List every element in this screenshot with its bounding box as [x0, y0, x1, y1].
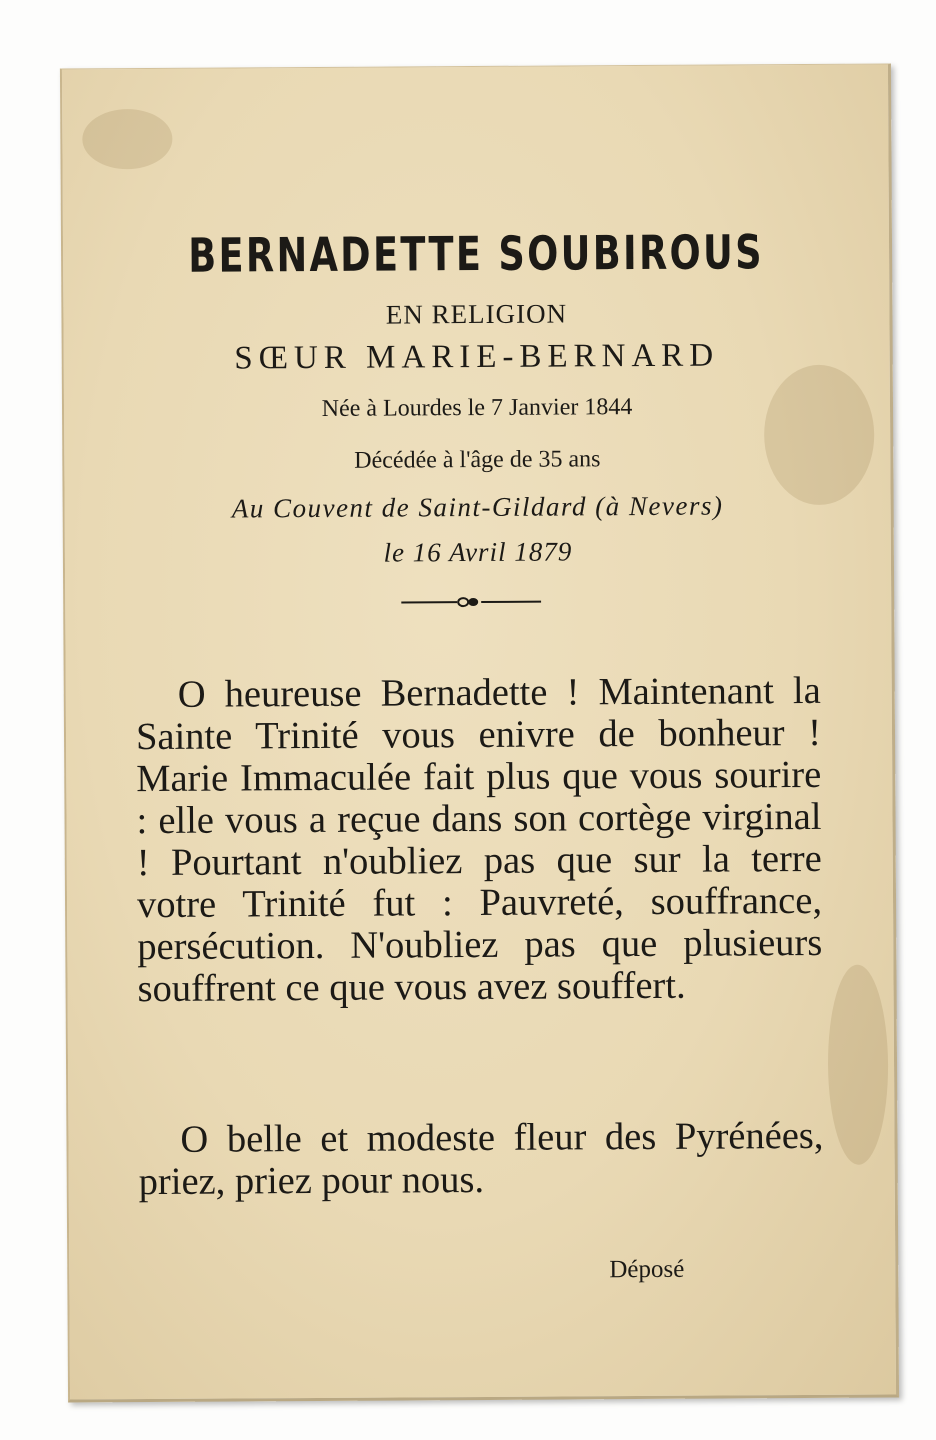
prayer-text: O belle et modeste fleur des Pyrénées, priez, priez pour nous.: [138, 1114, 824, 1204]
stain: [764, 365, 875, 506]
prayer-text: O heureuse Bernadette ! Maintenant la Sainte Trinité vous enivre de bonheur ! Marie Immaculée fait plus que vous sourire : elle vous a reçue dans son cortège virginal ! Pourtant n'oubliez pas que sur la terre votre Trinité fut : Pauvreté, souffrance, persécution. N'oubliez pas que plusieurs souffrent ce que vous avez souffert.: [135, 669, 823, 1011]
death-age-line: Décédée à l'âge de 35 ans: [354, 446, 601, 474]
deposit-mark: Déposé: [609, 1255, 685, 1284]
convent-line: Au Couvent de Saint-Gildard (à Nevers): [231, 490, 724, 524]
religious-name: SŒUR MARIE-BERNARD: [234, 337, 720, 377]
death-date-line: le 16 Avril 1879: [383, 536, 573, 568]
prayer-paragraph: [136, 670, 823, 1010]
prayer-card: [60, 63, 899, 1402]
religion-line: EN RELIGION: [385, 298, 568, 330]
birth-line: Née à Lourdes le 7 Janvier 1844: [321, 394, 633, 422]
prayer-paragraph: [138, 1115, 824, 1203]
stain: [827, 965, 888, 1165]
page-title: BERNADETTE SOUBIROUS: [188, 225, 765, 284]
ornament-divider-icon: [401, 595, 541, 610]
stain: [82, 109, 172, 170]
